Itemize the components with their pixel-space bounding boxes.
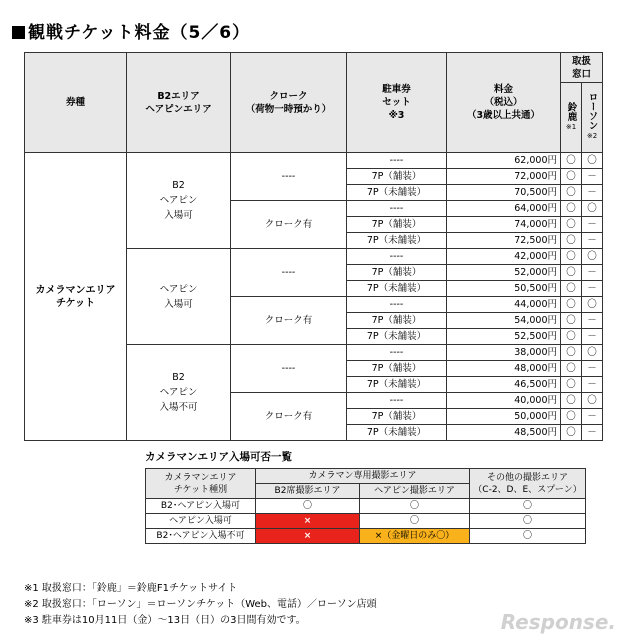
access-other-cell: 〇 [470,529,586,544]
price-cell: 52,000円 [447,265,561,281]
access-other-cell: 〇 [470,514,586,529]
header-cloak: クローク （荷物一時預かり） [231,53,347,153]
price-cell: 48,000円 [447,361,561,377]
lawson-cell: 〇 [582,249,603,265]
access-hairpin-cell: 〇 [360,514,470,529]
access-section [131,449,602,544]
parking-cell: 7P（未舗装） [347,233,447,249]
suzuka-cell: 〇 [561,393,582,409]
lawson-cell: － [582,265,603,281]
lawson-cell: 〇 [582,345,603,361]
area-cell: B2 ヘアピン 入場不可 [127,345,231,441]
lawson-cell: － [582,361,603,377]
price-cell: 48,500円 [447,425,561,441]
parking-cell: 7P（舗装） [347,169,447,185]
suzuka-cell: 〇 [561,265,582,281]
page-title: 観戦チケット料金（5／6） [12,18,250,43]
access-row [146,499,586,514]
parking-cell: ---- [347,153,447,169]
access-other-cell: 〇 [470,499,586,514]
footnotes [24,581,377,629]
price-cell: 72,500円 [447,233,561,249]
cloak-cell: クローク有 [231,297,347,345]
header-suzuka: 鈴鹿 ※1 [561,83,582,153]
lawson-cell: 〇 [582,297,603,313]
lawson-cell: － [582,409,603,425]
watermark-logo: Response. [500,610,616,634]
suzuka-cell: 〇 [561,249,582,265]
suzuka-cell: 〇 [561,297,582,313]
price-cell: 50,000円 [447,409,561,425]
access-b2-cell: × [256,514,360,529]
access-corner: カメラマンエリア チケット種別 [146,469,256,499]
lawson-cell: － [582,377,603,393]
access-hairpin-cell: ×（金曜日のみ〇） [360,529,470,544]
table-row [25,153,603,169]
suzuka-cell: 〇 [561,409,582,425]
footnote-1: ※1 取扱窓口：「鈴鹿」＝鈴鹿F1チケットサイト [24,583,238,594]
square-bullet-icon [12,26,25,39]
access-type-cell: ヘアピン入場可 [146,514,256,529]
lawson-cell: 〇 [582,201,603,217]
price-cell: 42,000円 [447,249,561,265]
suzuka-cell: 〇 [561,281,582,297]
lawson-cell: － [582,281,603,297]
footnote-3: ※3 駐車券は10月11日（金）～13日（日）の3日間有効です。 [24,615,306,626]
price-table [24,52,603,441]
area-cell: B2 ヘアピン 入場可 [127,153,231,249]
parking-cell: 7P（未舗装） [347,185,447,201]
price-cell: 72,000円 [447,169,561,185]
price-cell: 46,500円 [447,377,561,393]
ticket-name-cell: カメラマンエリア チケット [25,153,127,441]
lawson-cell: － [582,217,603,233]
parking-cell: ---- [347,393,447,409]
suzuka-cell: 〇 [561,153,582,169]
suzuka-cell: 〇 [561,217,582,233]
header-window: 取扱 窓口 [561,53,603,83]
price-cell: 62,000円 [447,153,561,169]
footnote-2: ※2 取扱窓口：「ローソン」＝ローソンチケット（Web、電話）／ローソン店頭 [24,599,377,610]
price-cell: 70,500円 [447,185,561,201]
lawson-cell: － [582,313,603,329]
access-hairpin-cell: 〇 [360,499,470,514]
header-parking: 駐車券 セット ※3 [347,53,447,153]
access-row [146,529,586,544]
price-cell: 64,000円 [447,201,561,217]
parking-cell: ---- [347,297,447,313]
access-col-hairpin: ヘアピン撮影エリア [360,484,470,499]
access-title: カメラマンエリア入場可否一覧 [145,451,292,463]
price-cell: 74,000円 [447,217,561,233]
suzuka-cell: 〇 [561,313,582,329]
suzuka-cell: 〇 [561,169,582,185]
cloak-cell: ---- [231,345,347,393]
suzuka-cell: 〇 [561,425,582,441]
area-cell: ヘアピン 入場可 [127,249,231,345]
suzuka-cell: 〇 [561,201,582,217]
parking-cell: 7P（舗装） [347,409,447,425]
parking-cell: 7P（未舗装） [347,425,447,441]
lawson-cell: － [582,185,603,201]
price-cell: 40,000円 [447,393,561,409]
parking-cell: 7P（舗装） [347,313,447,329]
header-lawson: ローソン ※2 [582,83,603,153]
cloak-cell: クローク有 [231,393,347,441]
parking-cell: 7P（舗装） [347,361,447,377]
cloak-cell: ---- [231,153,347,201]
parking-cell: 7P（舗装） [347,265,447,281]
price-cell: 44,000円 [447,297,561,313]
header-area: B2エリア ヘアピンエリア [127,53,231,153]
lawson-cell: － [582,233,603,249]
access-row [146,514,586,529]
price-cell: 52,500円 [447,329,561,345]
access-group-header: カメラマン専用撮影エリア [256,469,470,484]
suzuka-cell: 〇 [561,329,582,345]
cloak-cell: ---- [231,249,347,297]
suzuka-cell: 〇 [561,233,582,249]
parking-cell: ---- [347,345,447,361]
lawson-cell: － [582,169,603,185]
suzuka-cell: 〇 [561,345,582,361]
suzuka-cell: 〇 [561,377,582,393]
lawson-cell: － [582,425,603,441]
access-table [145,468,586,544]
price-cell: 50,500円 [447,281,561,297]
access-b2-cell: 〇 [256,499,360,514]
price-cell: 38,000円 [447,345,561,361]
parking-cell: 7P（未舗装） [347,281,447,297]
cloak-cell: クローク有 [231,201,347,249]
parking-cell: 7P（未舗装） [347,377,447,393]
parking-cell: 7P（舗装） [347,217,447,233]
header-price: 料金 （税込） （3歳以上共通） [447,53,561,153]
header-ticket-type: 券種 [25,53,127,153]
lawson-cell: － [582,329,603,345]
lawson-cell: 〇 [582,153,603,169]
lawson-cell: 〇 [582,393,603,409]
access-type-cell: B2･ヘアピン入場不可 [146,529,256,544]
suzuka-cell: 〇 [561,185,582,201]
parking-cell: ---- [347,249,447,265]
access-type-cell: B2･ヘアピン入場可 [146,499,256,514]
parking-cell: ---- [347,201,447,217]
parking-cell: 7P（未舗装） [347,329,447,345]
access-other-header: その他の撮影エリア （C-2、D、E、スプーン） [470,469,586,499]
access-b2-cell: × [256,529,360,544]
suzuka-cell: 〇 [561,361,582,377]
price-cell: 54,000円 [447,313,561,329]
access-col-b2: B2席撮影エリア [256,484,360,499]
